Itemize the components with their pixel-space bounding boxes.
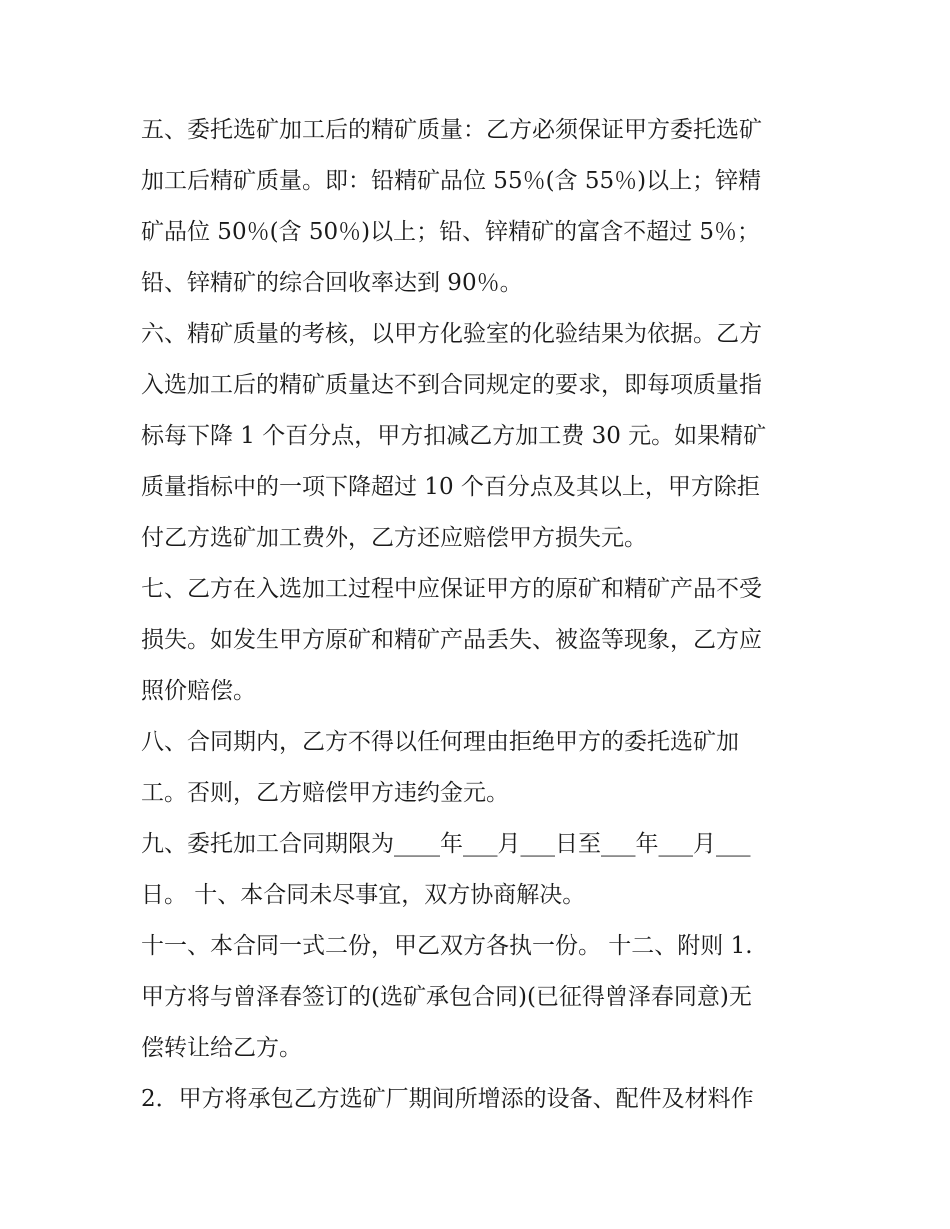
text-line: 矿品位 50％(含 50％)以上；铅、锌精矿的富含不超过 5％； (141, 219, 761, 245)
text-line: 2．甲方将承包乙方选矿厂期间所增添的设备、配件及材料作 (141, 1086, 754, 1112)
text-line: 七、乙方在入选加工过程中应保证甲方的原矿和精矿产品不受 (141, 576, 762, 602)
text-line: 八、合同期内，乙方不得以任何理由拒绝甲方的委托选矿加 (141, 729, 739, 755)
text-line: 五、委托选矿加工后的精矿质量：乙方必须保证甲方委托选矿 (141, 117, 762, 143)
text-line: 工。否则，乙方赔偿甲方违约金元。 (141, 780, 509, 806)
text-line: 甲方将与曾泽春签订的(选矿承包合同)(已征得曾泽春同意)无 (141, 984, 752, 1010)
text-line: 九、委托加工合同期限为____年___月___日至___年___月___ (141, 831, 751, 857)
text-line: 十一、本合同一式二份，甲乙双方各执一份。 十二、附则 1. (141, 933, 753, 959)
text-line: 损失。如发生甲方原矿和精矿产品丢失、被盗等现象，乙方应 (141, 627, 762, 653)
text-line: 日。 十、本合同未尽事宜，双方协商解决。 (141, 882, 586, 908)
text-line: 照价赔偿。 (141, 678, 256, 704)
text-line: 入选加工后的精矿质量达不到合同规定的要求，即每项质量指 (141, 372, 762, 398)
text-line: 质量指标中的一项下降超过 10 个百分点及其以上，甲方除拒 (141, 474, 760, 500)
text-line: 标每下降 1 个百分点，甲方扣减乙方加工费 30 元。如果精矿 (141, 423, 767, 449)
text-line: 铅、锌精矿的综合回收率达到 90％。 (141, 270, 523, 296)
text-line: 偿转让给乙方。 (141, 1035, 302, 1061)
text-line: 付乙方选矿加工费外，乙方还应赔偿甲方损失元。 (141, 525, 647, 551)
contract-body-text (141, 105, 821, 1125)
text-line: 六、精矿质量的考核，以甲方化验室的化验结果为依据。乙方 (141, 321, 762, 347)
text-line: 加工后精矿质量。即：铅精矿品位 55％(含 55％)以上；锌精 (141, 168, 762, 194)
